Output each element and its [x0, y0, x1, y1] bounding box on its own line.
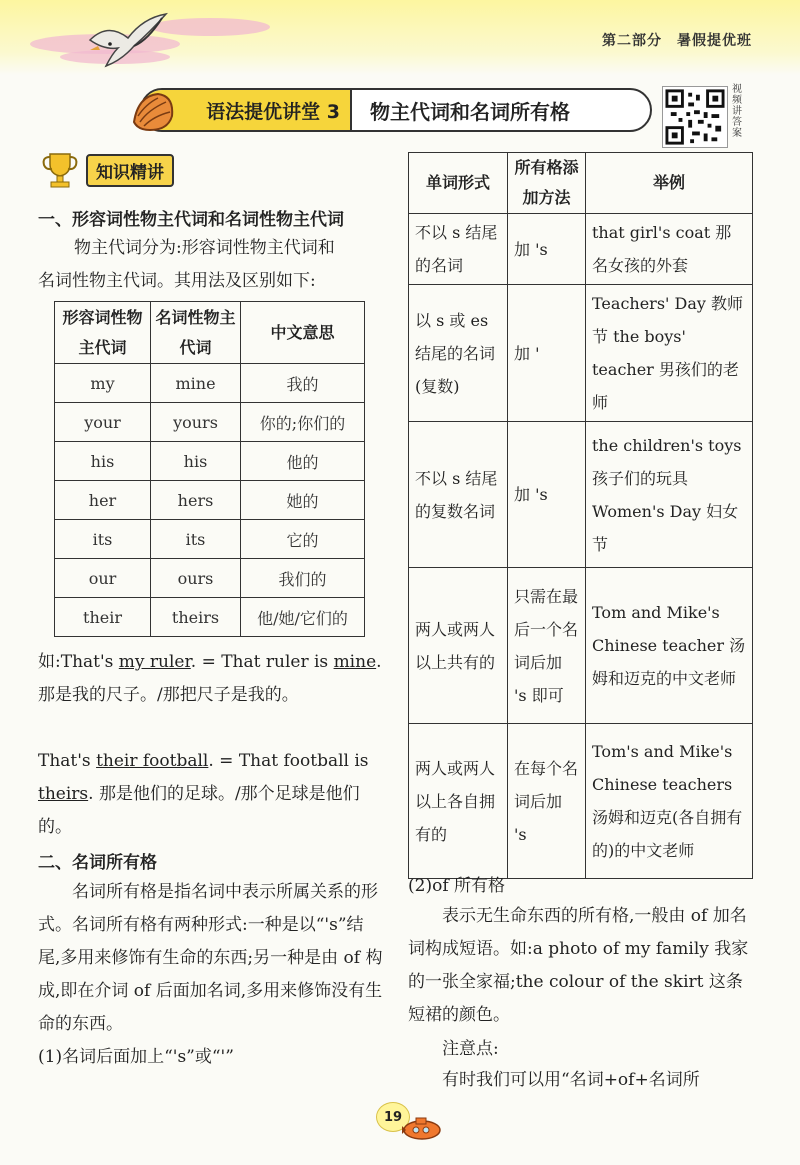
- knowledge-heading: [40, 150, 174, 190]
- table-cell: his: [151, 442, 241, 481]
- table-cell: hers: [151, 481, 241, 520]
- page-number: 19: [376, 1102, 410, 1132]
- submarine-icon: [398, 1112, 444, 1142]
- table-cell: 两人或两人以上各自拥有的: [409, 724, 508, 879]
- example-text: . = That football is: [208, 751, 369, 771]
- table-header-row: [55, 302, 365, 364]
- table-cell: 加 ': [508, 285, 586, 422]
- seagull-icon: [88, 10, 168, 72]
- note-label: 注意点:: [442, 1039, 499, 1059]
- table-header: 单词形式: [409, 153, 508, 214]
- table-header: 所有格添加方法: [508, 153, 586, 214]
- table-row: [409, 285, 753, 422]
- table-header: 形容词性物主代词: [55, 302, 151, 364]
- table-cell: 只需在最后一个名词后加 's 即可: [508, 568, 586, 724]
- example-text: 如:That's: [38, 652, 119, 672]
- lesson-title-banner: [140, 88, 652, 132]
- table-cell: the children's toys 孩子们的玩具 Women's Day 妇女节: [586, 422, 753, 568]
- table-cell: 我的: [241, 364, 365, 403]
- qr-code[interactable]: [662, 86, 728, 148]
- table-header: 中文意思: [241, 302, 365, 364]
- of-possessive-text: 表示无生命东西的所有格,一般由 of 加名词构成短语。如:a photo of my family 我家的一张全家福;the colour of the skirt 这条短裙的颜色。: [408, 906, 749, 1025]
- table-cell: 两人或两人以上共有的: [409, 568, 508, 724]
- table-cell: my: [55, 364, 151, 403]
- lesson-label: 语法提优讲堂 3: [142, 90, 352, 130]
- table-row: [55, 559, 365, 598]
- table-cell: 加 's: [508, 422, 586, 568]
- table-cell: 它的: [241, 520, 365, 559]
- table-cell: Tom's and Mike's Chinese teachers 汤姆和迈克(各自拥有的)的中文老师: [586, 724, 753, 879]
- section-label: 第二部分 暑假提优班: [602, 33, 752, 49]
- table-cell: 加 's: [508, 214, 586, 285]
- example-underlined: theirs: [38, 784, 89, 804]
- example-underlined: my ruler: [118, 652, 191, 672]
- example-underlined: mine: [333, 652, 377, 672]
- table-cell: its: [55, 520, 151, 559]
- table-cell: Teachers' Day 教师节 the boys' teacher 男孩们的老师: [586, 285, 753, 422]
- table-cell: your: [55, 403, 151, 442]
- example-text: . = That ruler is: [190, 652, 334, 672]
- note-text: 有时我们可以用“名词+of+名词所: [442, 1070, 700, 1090]
- cloud-decoration: [150, 18, 270, 36]
- table-row: [55, 598, 365, 637]
- example-1: [38, 646, 384, 712]
- section-heading-2: 二、名词所有格: [38, 853, 157, 873]
- table-cell: theirs: [151, 598, 241, 637]
- trophy-icon: [40, 150, 80, 190]
- table-cell: ours: [151, 559, 241, 598]
- possessive-intro: 名词所有格是指名词中表示所属关系的形式。名词所有格有两种形式:一种是以“'s”结尾,多用来修饰有生命的东西;另一种是由 of 构成,即在介词 of 后面加名词,多用来修饰没有生命的东西。: [38, 882, 383, 1034]
- knowledge-label: 知识精讲: [86, 154, 174, 187]
- table-cell: his: [55, 442, 151, 481]
- table-row: [55, 442, 365, 481]
- table-cell: 他的: [241, 442, 365, 481]
- qr-caption: 视频讲答案: [732, 84, 742, 139]
- sub-heading-2: (2)of 所有格: [408, 876, 506, 896]
- table-cell: that girl's coat 那名女孩的外套: [586, 214, 753, 285]
- example-text: That's: [38, 751, 97, 771]
- table-header: 举例: [586, 153, 753, 214]
- table-row: [409, 214, 753, 285]
- table-cell: 他/她/它们的: [241, 598, 365, 637]
- table-row: [55, 520, 365, 559]
- intro-line-2: 名词性物主代词。其用法及区别如下:: [38, 271, 316, 291]
- table-header: 名词性物主代词: [151, 302, 241, 364]
- sub-heading-1: (1)名词后面加上“'s”或“'”: [38, 1047, 234, 1067]
- example-2: [38, 745, 384, 844]
- section-heading-1: 一、形容词性物主代词和名词性物主代词: [38, 210, 344, 230]
- table-cell: their: [55, 598, 151, 637]
- example-translation: . 那是我的尺子。/那把尺子是我的。: [38, 652, 382, 705]
- table-cell: 以 s 或 es 结尾的名词(复数): [409, 285, 508, 422]
- table-header-row: [409, 153, 753, 214]
- table-cell: her: [55, 481, 151, 520]
- table-cell: 你的;你们的: [241, 403, 365, 442]
- table-cell: our: [55, 559, 151, 598]
- noun-possessive-table: [408, 152, 753, 879]
- table-cell: 不以 s 结尾的名词: [409, 214, 508, 285]
- table-cell: 我们的: [241, 559, 365, 598]
- example-underlined: their football: [96, 751, 209, 771]
- table-cell: 不以 s 结尾的复数名词: [409, 422, 508, 568]
- table-row: [409, 724, 753, 879]
- shell-icon: [128, 86, 178, 136]
- table-cell: mine: [151, 364, 241, 403]
- table-row: [409, 422, 753, 568]
- table-cell: 在每个名词后加 's: [508, 724, 586, 879]
- example-translation: . 那是他们的足球。/那个足球是他们的。: [38, 784, 360, 837]
- pronoun-table: [54, 301, 365, 637]
- table-cell: its: [151, 520, 241, 559]
- table-row: [55, 364, 365, 403]
- intro-line-1: 物主代词分为:形容词性物主代词和: [74, 238, 335, 258]
- lesson-title: 物主代词和名词所有格: [370, 99, 570, 124]
- table-row: [55, 481, 365, 520]
- table-cell: yours: [151, 403, 241, 442]
- table-cell: 她的: [241, 481, 365, 520]
- table-row: [55, 403, 365, 442]
- table-row: [409, 568, 753, 724]
- table-cell: Tom and Mike's Chinese teacher 汤姆和迈克的中文老师: [586, 568, 753, 724]
